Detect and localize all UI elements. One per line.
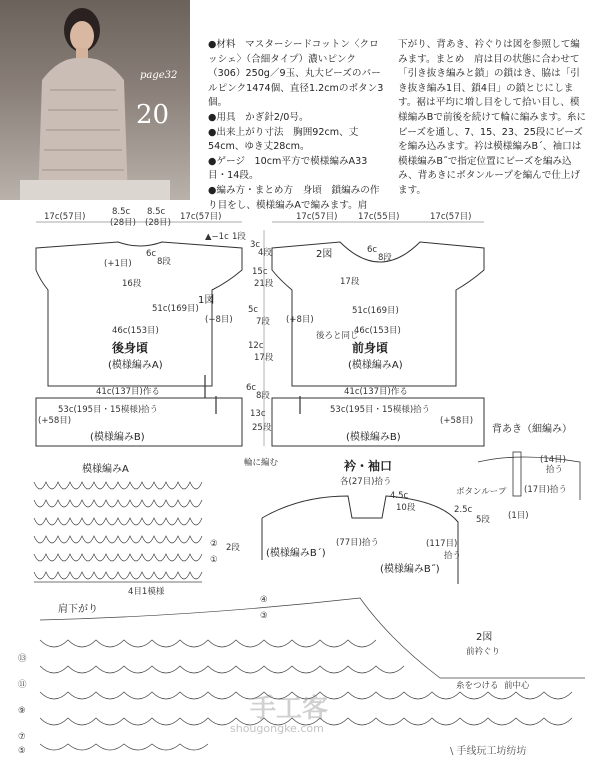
front-subtitle: (模様編みA)	[348, 360, 403, 371]
back-dim-85a: 8.5c	[112, 207, 131, 217]
collar-25c: 2.5c	[454, 505, 473, 515]
front-neck-6c: 6c	[367, 245, 378, 255]
back-subtitle: (模様編みA)	[108, 360, 163, 371]
row-11: ⑪	[18, 680, 27, 690]
front-hem-pattern: (模様編みB)	[346, 432, 401, 443]
schematic-diagrams	[0, 200, 593, 757]
back-16dan: 16段	[122, 279, 142, 289]
bo-loop: ボタンループ	[456, 487, 507, 497]
back-neck-mark: ▲−1c	[205, 232, 229, 242]
page-label: page32	[140, 70, 178, 81]
c-3c: 3c	[250, 240, 261, 250]
pattern-a-chart	[34, 462, 240, 597]
back-plus58: (+58目)	[38, 416, 72, 426]
shoulder-bead: 糸をつける	[456, 681, 499, 691]
collar-left-count: (77目)拾う	[336, 538, 379, 548]
back-neck-dan: 1段	[232, 232, 246, 242]
back-dim-left: 17c(57目)	[44, 212, 86, 222]
collar-10dan: 10段	[396, 503, 416, 513]
back-side-6c: 6c	[146, 249, 157, 259]
back-width-51: 51c(169目)	[152, 304, 199, 314]
bo-count2: (17目)拾う	[524, 485, 567, 495]
row-5: ⑤	[18, 746, 26, 756]
instructions-text: 下がり、背あき、衿ぐりは図を参照して編みます。まとめ 肩は目の状態に合わせて「引き抜き編みと鎖」の鎖はき、脇は「引き抜き編み1目、鎖4目」の鎖とじにします。裾は平均に増し目をして拾い目し、模様編みBで前後を続けて輪に編みます。糸にビーズを通し、7、15、23、25段にビーズを編み込みます。衿は模様編みB´、袖口は模様編みB˝で指定位置にビーズを編み込み、背あきにボタンループを編んで仕上げます。	[398, 39, 587, 196]
pa-repeat: 4目1模様	[128, 587, 165, 597]
c-4dan: 4段	[258, 248, 272, 258]
size-line: ●出来上がり寸法 胸囲92cm、丈54cm、ゆき丈28cm。	[208, 126, 359, 153]
back-dim-28a: (28目)	[110, 218, 136, 228]
collar-45c: 4.5c	[390, 491, 409, 501]
shoulder-row4: ④	[260, 595, 268, 605]
front-plus8: (+8目)	[286, 315, 314, 325]
front-dim-left: 17c(57目)	[296, 212, 338, 222]
front-bodice	[272, 212, 484, 446]
shoulder-title: 肩下がり	[58, 604, 98, 615]
back-opening	[456, 422, 580, 521]
materials-list	[208, 38, 384, 213]
back-bodice	[36, 207, 246, 446]
pa-row2: ②	[210, 539, 218, 549]
front-plus58: (+58目)	[440, 416, 474, 426]
back-plus1: (+1目)	[104, 259, 132, 269]
collar-pattern-b2: (模様編みB˝)	[380, 564, 440, 575]
front-title: 前身頃	[352, 341, 389, 355]
back-dim-28b: (28目)	[145, 218, 171, 228]
row-9: ⑨	[18, 706, 26, 716]
collar-5dan: 5段	[476, 515, 490, 525]
c-25dan: 25段	[252, 423, 272, 433]
collar-title: 衿・袖口	[344, 459, 393, 473]
back-plus8: (+8目)	[205, 315, 233, 325]
c-12c: 12c	[248, 341, 264, 351]
front-width-46: 46c(153目)	[354, 326, 401, 336]
model-photo	[0, 0, 190, 200]
front-hem-pick: 53c(195目・15模様)拾う	[330, 405, 431, 415]
back-width-46: 46c(153目)	[112, 326, 159, 336]
collar-pattern-b1: (模様編みB´)	[266, 548, 326, 559]
c-17dan: 17段	[254, 353, 274, 363]
shoulder-fig: 2図	[476, 632, 493, 643]
gauge-line: ●ゲージ 10cm平方で模様編みA33目・14段。	[208, 155, 368, 182]
shoulder-row3: ③	[260, 611, 268, 621]
front-ref: 2図	[316, 249, 333, 260]
pa-row1: ①	[210, 555, 218, 565]
pa-side: 2段	[226, 543, 240, 553]
row-7: ⑦	[18, 732, 26, 742]
c-7dan: 7段	[256, 317, 270, 327]
collar-right-count: (117目)	[426, 539, 458, 549]
front-neck-8dan: 8段	[378, 253, 392, 263]
bo-count1b: 拾う	[546, 465, 564, 475]
collar-cuff	[262, 458, 490, 584]
front-hem-start: 41c(137目)作る	[344, 387, 408, 397]
back-hem-start: 41c(137目)作る	[96, 387, 160, 397]
c-21dan: 21段	[254, 279, 274, 289]
shoulder-center: 前中心	[504, 681, 530, 691]
pattern-number: 20	[136, 100, 170, 130]
watermark-url: shougongke.com	[230, 722, 324, 735]
back-side-8dan: 8段	[157, 257, 171, 267]
front-side-note: 後ろと同じ	[316, 331, 359, 341]
materials-line: ●材料 マスターシードコットン〈クロッシェ〉（合細タイプ）濃いピンク（306）250g／9玉、丸大ビーズのパールピンク1474個、直径1.2cmのボタン3個。	[208, 39, 384, 109]
back-hem-pick: 53c(195目・15模様)拾う	[58, 405, 159, 415]
c-loop: 輪に編む	[244, 458, 279, 468]
collar-right-count-b: 拾う	[444, 551, 462, 561]
back-dim-right: 17c(57目)	[180, 212, 222, 222]
row-13: ⑬	[18, 654, 27, 664]
center-measures	[244, 230, 279, 468]
front-dim-right: 17c(57目)	[430, 212, 472, 222]
pattern-a-title: 模様編みA	[82, 464, 129, 475]
c-8dan: 8段	[256, 391, 270, 401]
back-ref: 1図	[198, 295, 215, 306]
back-hem-pattern: (模様編みB)	[90, 432, 145, 443]
c-5c: 5c	[248, 305, 259, 315]
c-6c: 6c	[246, 383, 257, 393]
front-17dan: 17段	[340, 277, 360, 287]
c-15c: 15c	[252, 267, 268, 277]
front-dim-mid: 17c(55目)	[358, 212, 400, 222]
back-title: 後身頃	[112, 341, 149, 355]
shoulder-neck: 前衿ぐり	[466, 647, 501, 657]
back-dim-85b: 8.5c	[147, 207, 166, 217]
bo-count1: (14目)	[540, 455, 566, 465]
front-width-51: 51c(169目)	[352, 306, 399, 316]
bo-count3: (1目)	[508, 511, 529, 521]
watermark-logo: 手工客	[250, 694, 329, 724]
collar-top: 各(27目)拾う	[340, 477, 392, 487]
c-13c: 13c	[250, 409, 266, 419]
method-line: ●編み方・まとめ方 身頃 鎖編みの作り目をし、模様編みAで編みます。肩	[208, 184, 380, 211]
back-opening-title: 背あき（細編み）	[492, 424, 572, 435]
tools-line: ●用具 かぎ針2/0号。	[208, 111, 309, 123]
corner-watermark: \ 手线玩工坊纺坊	[450, 746, 527, 757]
